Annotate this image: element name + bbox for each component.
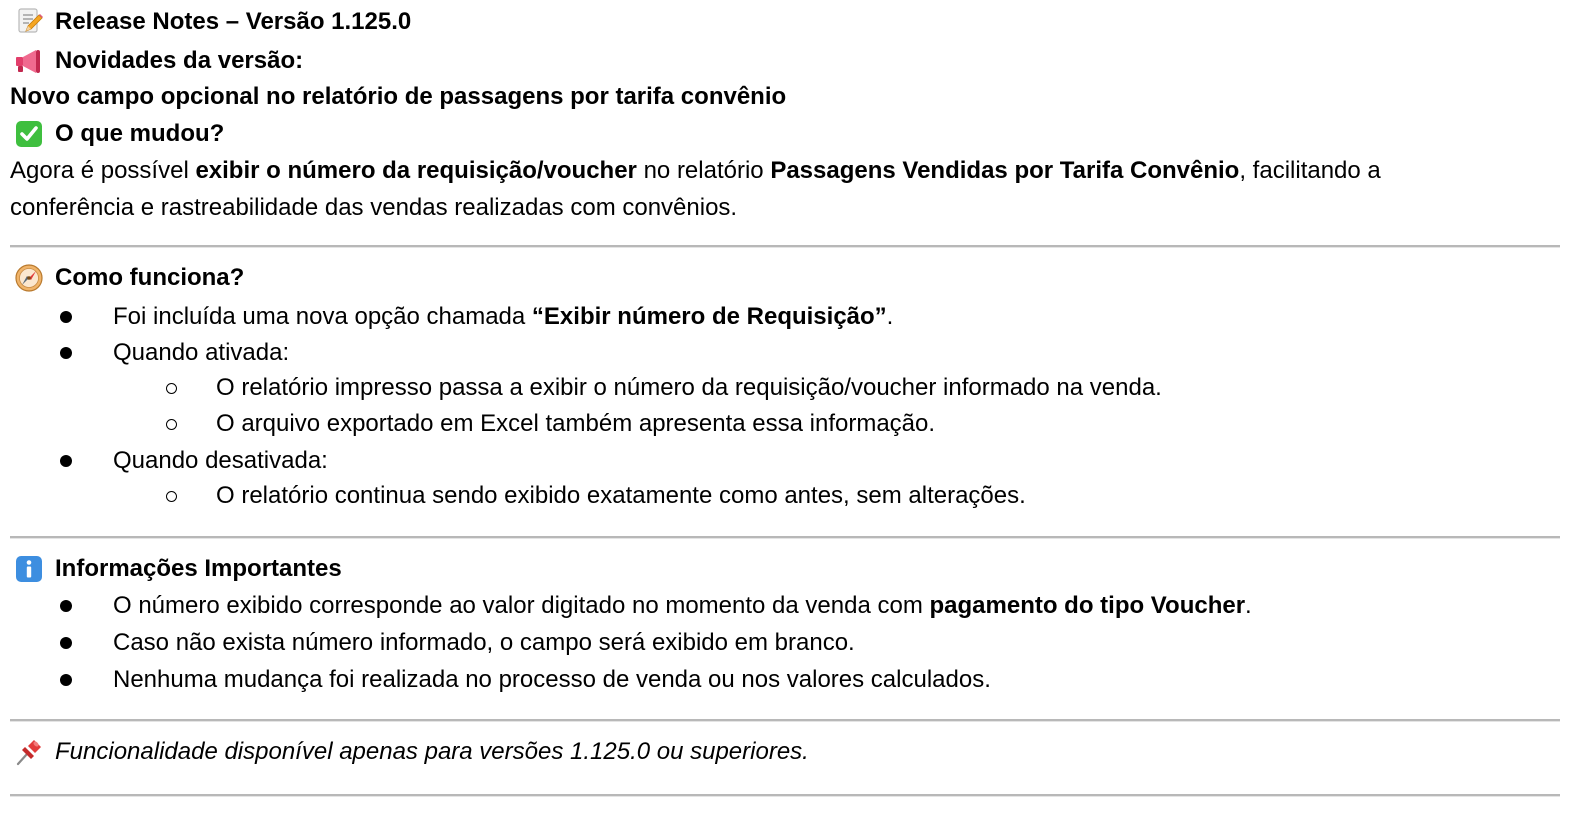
list-item-text: .: [1245, 592, 1252, 619]
bullet-icon: [60, 674, 72, 686]
divider: [10, 719, 1560, 722]
pushpin-icon: [14, 737, 44, 767]
list-item-text: .: [886, 303, 894, 330]
compass-icon: [14, 263, 44, 293]
feature-title: Novo campo opcional no relatório de passagens por tarifa convênio: [10, 83, 787, 110]
list-item: Quando desativada:: [113, 447, 328, 474]
bullet-icon: [60, 637, 72, 649]
sub-list-item: O arquivo exportado em Excel também apresenta essa informação.: [216, 410, 936, 437]
bullet-icon: [60, 347, 72, 359]
footnote: Funcionalidade disponível apenas para versões 1.125.0 ou superiores.: [55, 738, 809, 765]
divider: [10, 245, 1560, 248]
page-title: Release Notes – Versão 1.125.0: [55, 8, 412, 35]
what-changed-paragraph-line2: conferência e rastreabilidade das vendas realizadas com convênios.: [10, 194, 738, 221]
sub-bullet-icon: [166, 383, 177, 394]
divider: [10, 794, 1560, 797]
list-item: Quando ativada:: [113, 339, 290, 366]
list-item-text: Foi incluída uma nova opção chamada: [113, 303, 532, 330]
option-name: “Exibir número de Requisição”: [531, 303, 887, 330]
list-item: [113, 302, 893, 332]
list-item: Caso não exista número informado, o campo será exibido em branco.: [113, 629, 855, 656]
how-it-works-heading: Como funciona?: [55, 264, 245, 291]
sub-list-item: O relatório impresso passa a exibir o número da requisição/voucher informado na venda.: [216, 374, 1162, 401]
list-item: Nenhuma mudança foi realizada no processo de venda ou nos valores calculados.: [113, 666, 991, 693]
list-item-text: O número exibido corresponde ao valor digitado no momento da venda com: [113, 592, 930, 619]
megaphone-icon: [14, 46, 44, 76]
what-changed-heading: O que mudou?: [55, 120, 225, 147]
report-name: Passagens Vendidas por Tarifa Convênio: [770, 157, 1240, 184]
bullet-icon: [60, 455, 72, 467]
paragraph-bold-text: exibir o número da requisição/voucher: [195, 157, 637, 184]
sub-list-item: O relatório continua sendo exibido exatamente como antes, sem alterações.: [216, 482, 1026, 509]
info-icon: [14, 554, 44, 584]
paragraph-text: , facilitando a: [1239, 157, 1381, 184]
list-item: [113, 591, 1252, 621]
what-changed-paragraph: [10, 156, 1381, 186]
payment-type: pagamento do tipo Voucher: [929, 592, 1246, 619]
bullet-icon: [60, 600, 72, 612]
bullet-icon: [60, 311, 72, 323]
check-box-icon: [14, 119, 44, 149]
news-heading: Novidades da versão:: [55, 47, 304, 74]
memo-pencil-icon: [14, 6, 44, 36]
sub-bullet-icon: [166, 419, 177, 430]
important-heading: Informações Importantes: [55, 555, 342, 582]
divider: [10, 536, 1560, 539]
sub-bullet-icon: [166, 491, 177, 502]
paragraph-text: no relatório: [636, 157, 771, 184]
paragraph-text: Agora é possível: [10, 157, 196, 184]
